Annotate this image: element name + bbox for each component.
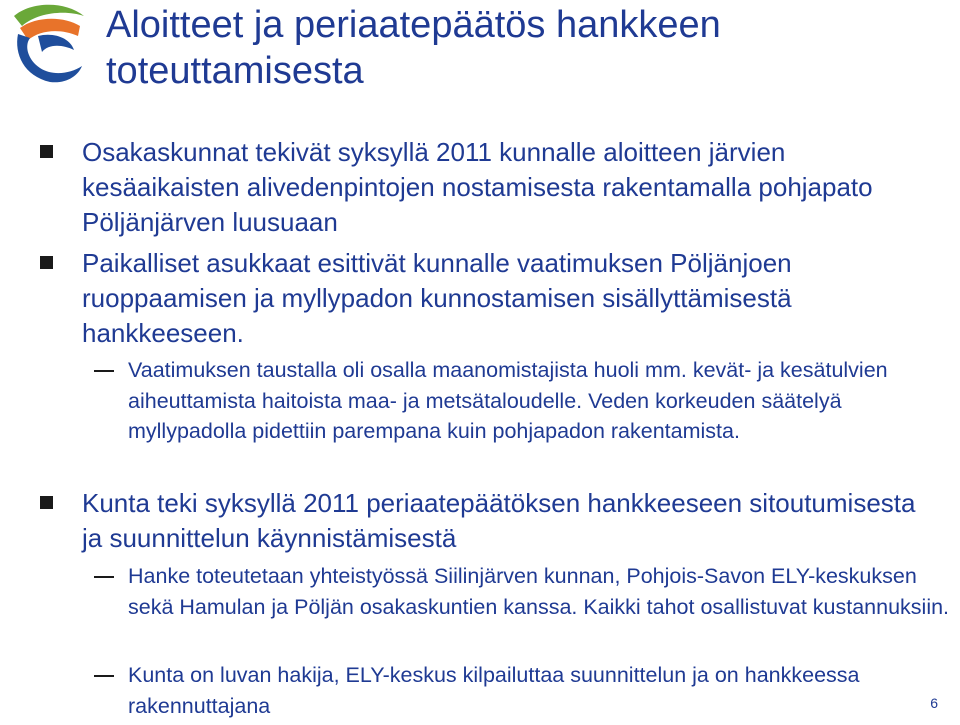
sub-bullet-item-3	[128, 660, 950, 721]
sub-bullet-text: Vaatimuksen taustalla oli osalla maanomistajista huoli mm. kevät- ja kesätulvien aiheuttamista haitoista maa- ja metsätaloudelle. Veden korkeuden säätelyä myllypadolla pidettiin parempana kuin pohjapadon rakentamista.	[128, 358, 888, 443]
sub-bullet-text: Hanke toteutetaan yhteistyössä Siilinjärven kunnan, Pohjois-Savon ELY-keskuksen sekä Hamulan ja Pöljän osakaskuntien kanssa. Kaikki tahot osallistuvat kustannuksiin.	[128, 564, 950, 619]
dash-bullet-icon	[94, 576, 114, 578]
dash-bullet-icon	[94, 370, 114, 372]
organization-logo-icon	[8, 2, 86, 84]
sub-bullet-item-1	[128, 355, 950, 447]
bullet-item-1	[82, 135, 942, 240]
bullet-text: Kunta teki syksyllä 2011 periaatepäätöksen hankkeeseen sitoutumisesta ja suunnittelun käynnistämisestä	[82, 488, 916, 553]
bullet-text: Paikalliset asukkaat esittivät kunnalle vaatimuksen Pöljänjoen ruoppaamisen ja myllypadon kunnostamisen sisällyttämisestä hankkeeseen.	[82, 248, 792, 348]
bullet-item-2	[82, 246, 942, 351]
page-number: 6	[930, 695, 938, 711]
bullet-text: Osakaskunnat tekivät syksyllä 2011 kunnalle aloitteen järvien kesäaikaisten alivedenpintojen nostamisesta rakentamalla pohjapato Pöljänjärven luusuaan	[82, 137, 873, 237]
slide-title: Aloitteet ja periaatepäätös hankkeen toteuttamisesta	[106, 4, 721, 92]
bullet-item-3	[82, 486, 942, 556]
square-bullet-icon	[40, 145, 53, 158]
square-bullet-icon	[40, 496, 53, 509]
square-bullet-icon	[40, 256, 53, 269]
dash-bullet-icon	[94, 675, 114, 677]
sub-bullet-text: Kunta on luvan hakija, ELY-keskus kilpailuttaa suunnittelun ja on hankkeessa rakennuttajana	[128, 663, 860, 718]
sub-bullet-item-2	[128, 561, 950, 622]
